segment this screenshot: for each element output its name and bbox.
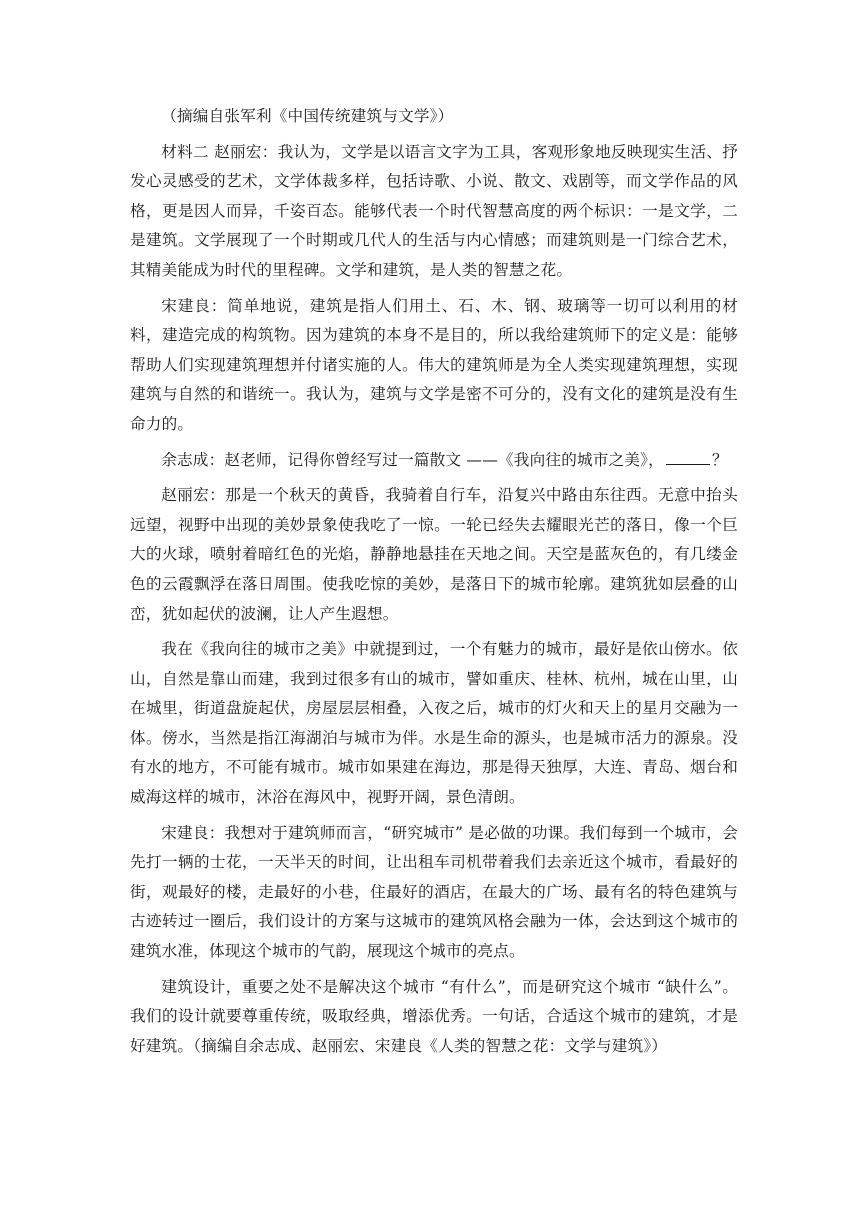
paragraph-city-beauty: 我在《我向往的城市之美》中就提到过，一个有魅力的城市，最好是依山傍水。依山，自然是靠山而建，我到过很多有山的城市，譬如重庆、桂林、杭州，城在山里，山在城里，街道盘旋起伏，房屋层层相叠，入夜之后，城市的灯火和天上的星月交融为一体。傍水，当然是指江海湖泊与城市为伴。水是生命的源头，也是城市活力的源泉。没有水的地方，不可能有城市。城市如果建在海边，那是得天独厚，大连、青岛、烟台和威海这样的城市，沐浴在海风中，视野开阔，景色清朗。	[130, 640, 738, 807]
paragraph-song-jianliang-1: 宋建良：简单地说，建筑是指人们用土、石、木、钢、玻璃等一切可以利用的材料，建造完成的构筑物。因为建筑的本身不是目的，所以我给建筑师下的定义是：能够帮助人们实现建筑理想并付诸实施的人。伟大的建筑师是为全人类实现建筑理想，实现建筑与自然的和谐统一。我认为，建筑与文学是密不可分的，没有文化的建筑是没有生命力的。	[130, 296, 738, 433]
paragraph-question	[130, 446, 738, 476]
paragraph-material-two: 材料二 赵丽宏：我认为，文学是以语言文字为工具，客观形象地反映现实生活、抒发心灵感受的艺术，文学体裁多样，包括诗歌、小说、散文、戏剧等，而文学作品的风格，更是因人而异，千姿百态。能够代表一个时代智慧高度的两个标识：一是文学，二是建筑。文学展现了一个时期或几代人的生活与内心情感；而建筑则是一门综合艺术，其精美能成为时代的里程碑。文学和建筑，是人类的智慧之花。	[130, 142, 738, 279]
question-text: 余志成：赵老师，记得你曾经写过一篇散文 ——《我向往的城市之美》，	[161, 450, 664, 469]
paragraph-song-jianliang-2: 宋建良：我想对于建筑师而言，“研究城市” 是必做的功课。我们每到一个城市，会先打一辆的士花，一天半天的时间，让出租车司机带着我们去亲近这个城市，看最好的街，观最好的楼，走最好的小巷，住最好的酒店，在最大的广场、最有名的特色建筑与古迹转过一圈后，我们设计的方案与这城市的建筑风格会融为一体，会达到这个城市的建筑水准，体现这个城市的气韵，展现这个城市的亮点。	[130, 823, 738, 961]
answer-blank	[666, 450, 710, 465]
source-citation-top: （摘编自张军利《中国传统建筑与文学》）	[161, 107, 454, 125]
paragraph-zhao-lihong-answer: 赵丽宏：那是一个秋天的黄昏，我骑着自行车，沿复兴中路由东往西。无意中抬头远望，视野中出现的美妙景象使我吃了一惊。一轮已经失去耀眼光芒的落日，像一个巨大的火球，喷射着暗红色的光焰，静静地悬挂在天地之间。天空是蓝灰色的，有几缕金色的云霞飘浮在落日周围。使我吃惊的美妙，是落日下的城市轮廓。建筑犹如层叠的山峦，犹如起伏的波澜，让人产生遐想。	[130, 486, 738, 623]
article-body	[130, 102, 738, 1067]
question-mark: ？	[711, 450, 728, 469]
paragraph-architecture-design: 建筑设计，重要之处不是解决这个城市 “有什么”，而是研究这个城市 “缺什么”。我们的设计就要尊重传统，吸取经典，增添优秀。一句话，合适这个城市的建筑，才是好建筑。（摘编自余志成、赵丽宏、宋建良《人类的智慧之花：文学与建筑》）	[130, 977, 738, 1055]
